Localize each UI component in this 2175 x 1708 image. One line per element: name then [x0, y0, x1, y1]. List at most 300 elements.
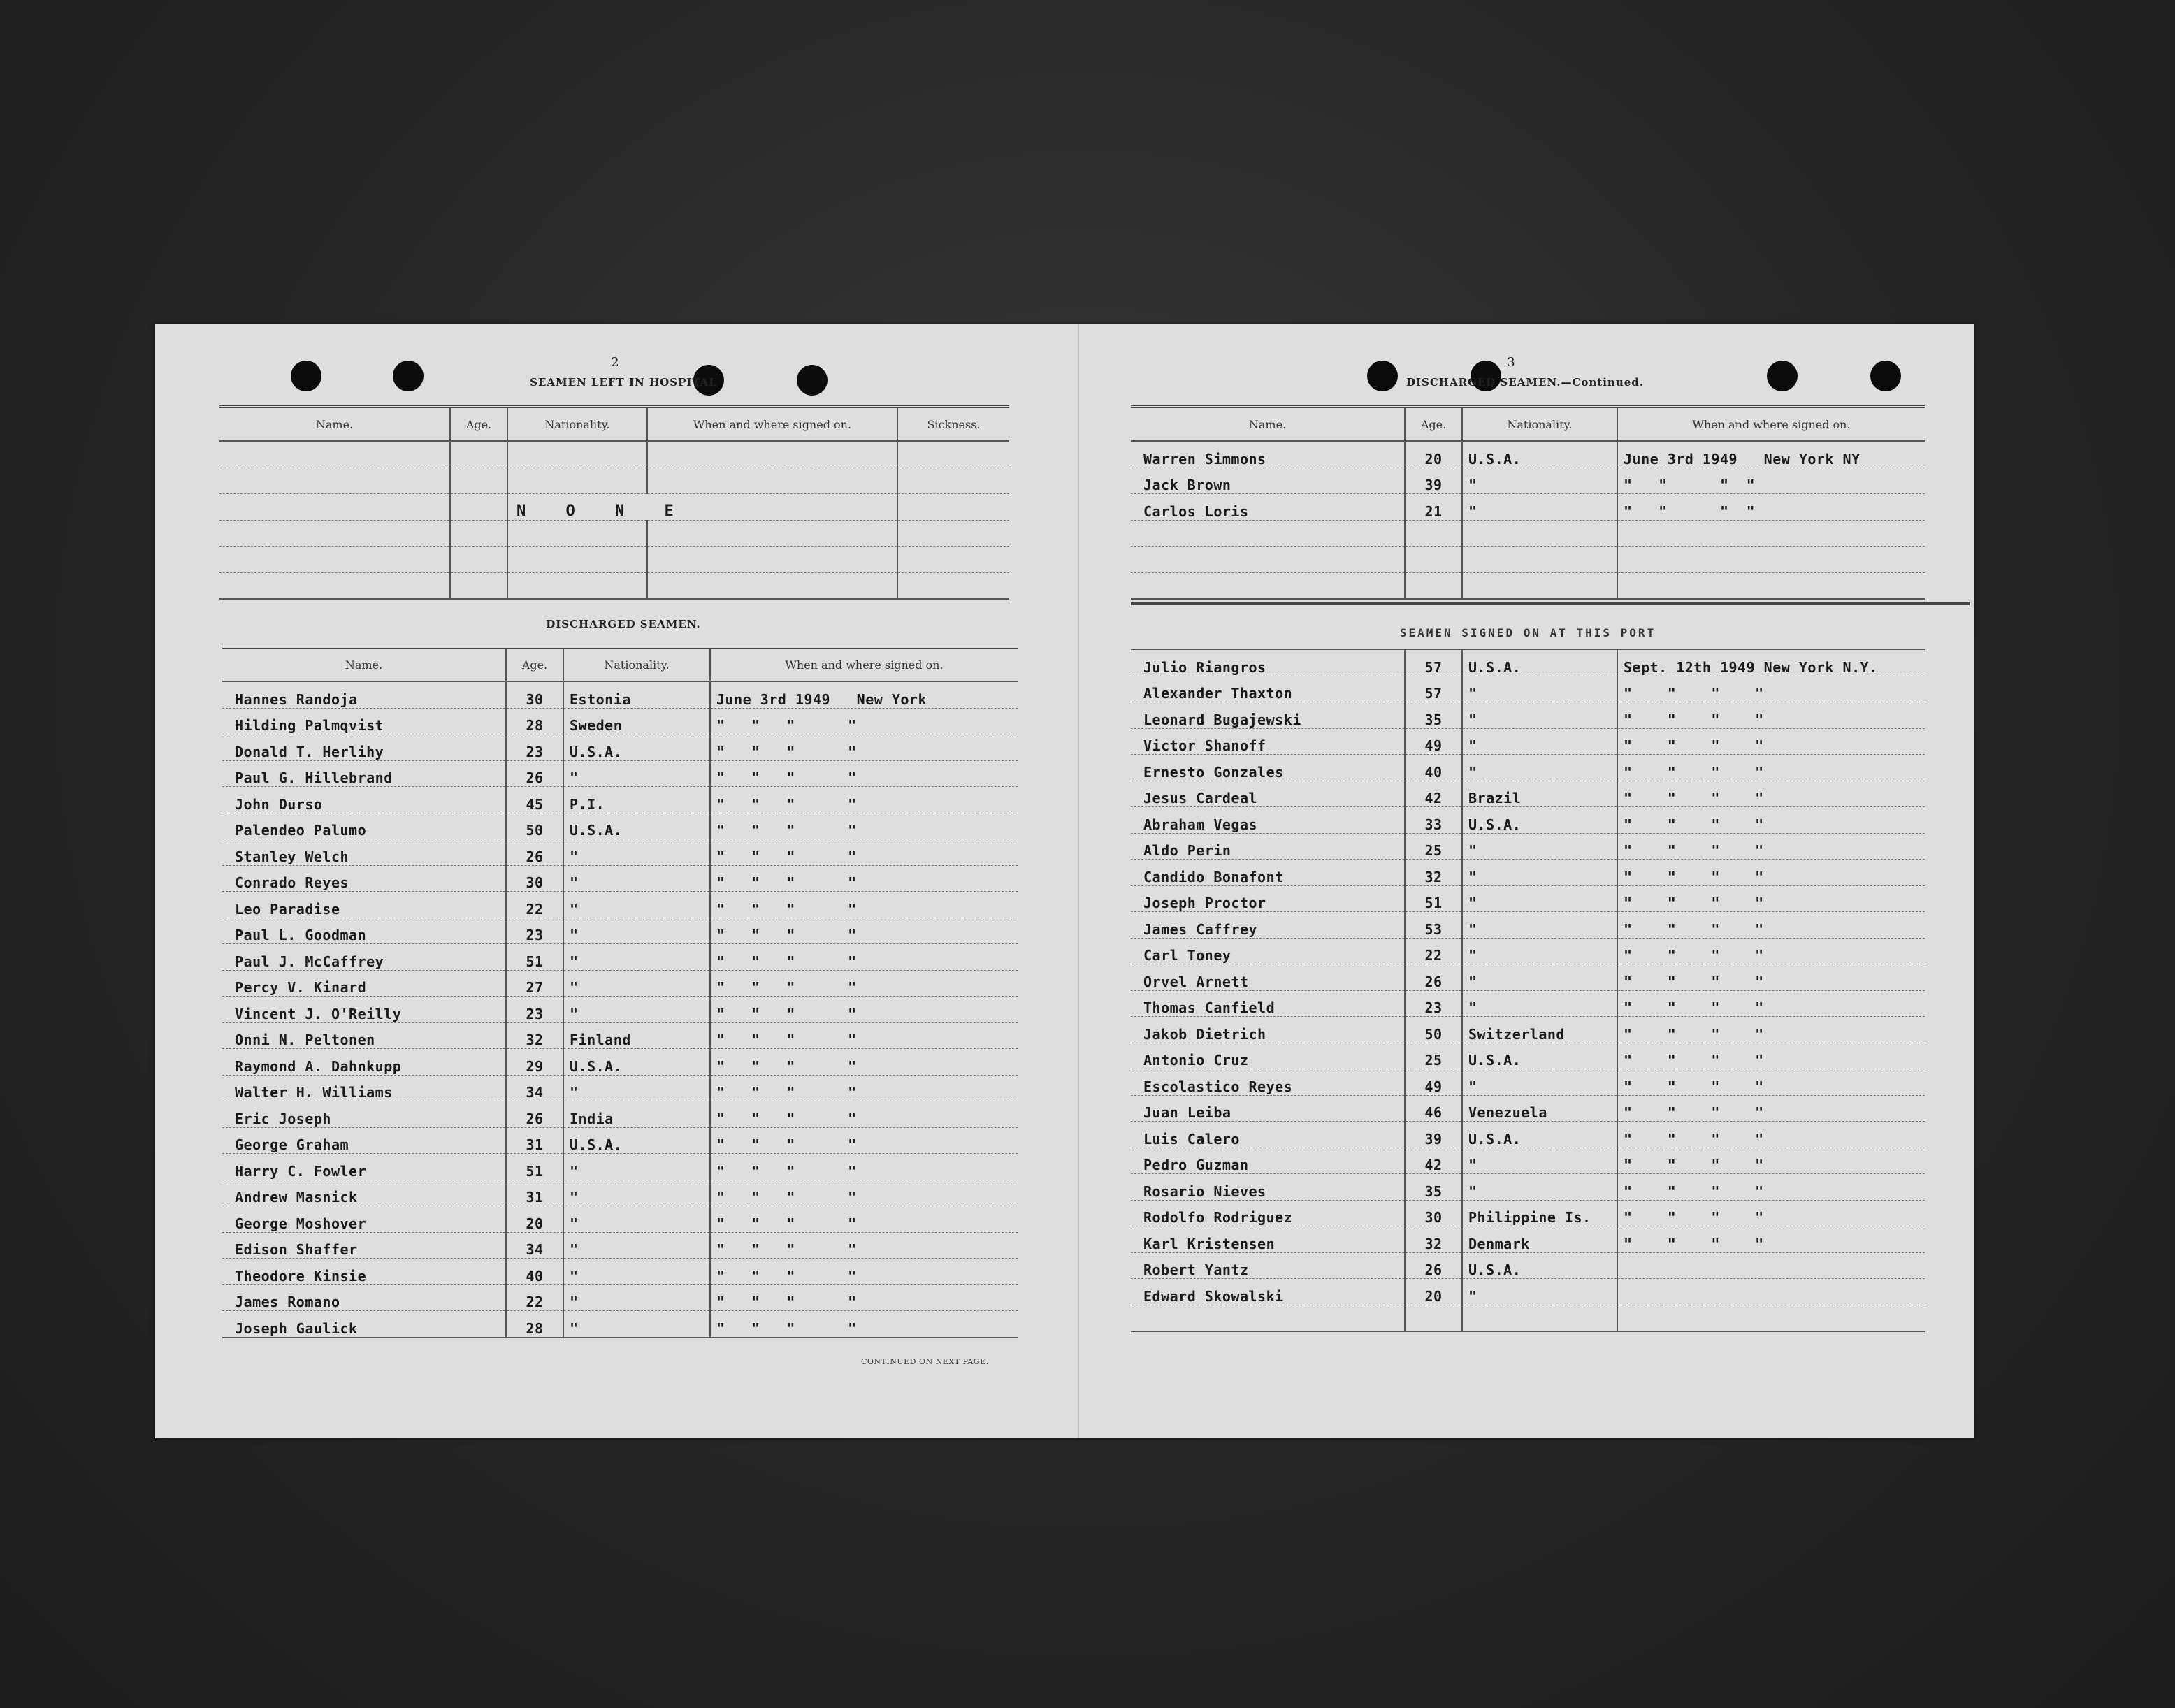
page-number-right: 3: [1507, 355, 1515, 370]
cell-nationality: U.S.A.: [563, 813, 710, 839]
cell-age: 26: [506, 839, 563, 866]
discharged-section-title: DISCHARGED SEAMEN.: [546, 618, 701, 630]
cell-age: 42: [1405, 1148, 1462, 1174]
punch-hole: [797, 365, 828, 396]
table-row: [222, 1101, 1018, 1128]
table-row: [222, 839, 1018, 866]
cell-signed-on: " " " ": [710, 1127, 1018, 1154]
cell-age: 34: [506, 1075, 563, 1101]
cell-signed-on: " " " ": [1617, 860, 1925, 886]
punch-hole: [393, 361, 424, 391]
cell-nationality: ": [1462, 912, 1617, 939]
cell-name: Alexander Thaxton: [1131, 676, 1405, 702]
cell-name: Karl Kristensen: [1131, 1226, 1405, 1253]
table-row: [219, 572, 1009, 599]
cell-age: 22: [1405, 938, 1462, 964]
cell-age: 45: [506, 787, 563, 813]
cell-name: Rodolfo Rodriguez: [1131, 1200, 1405, 1226]
cell-name: Andrew Masnick: [222, 1180, 506, 1206]
none-entry: N O N E: [516, 502, 689, 520]
table-row-empty: [1131, 520, 1925, 547]
table-row: [222, 813, 1018, 839]
table-row: [1131, 938, 1925, 964]
cell-age: 26: [1405, 964, 1462, 991]
cell-name: Juan Leiba: [1131, 1095, 1405, 1122]
cell-signed-on: " " " ": [710, 1259, 1018, 1285]
cell-signed-on: " " " ": [1617, 755, 1925, 781]
column-header: Name.: [1131, 407, 1405, 441]
cell-nationality: ": [1462, 964, 1617, 991]
cell-name: Jakob Dietrich: [1131, 1017, 1405, 1043]
cell-nationality: ": [1462, 860, 1617, 886]
cell-age: 23: [506, 997, 563, 1023]
cell-nationality: Denmark: [1462, 1226, 1617, 1253]
cell-nationality: ": [1462, 494, 1617, 521]
cell-name: Escolastico Reyes: [1131, 1069, 1405, 1096]
column-header: When and where signed on.: [1617, 407, 1925, 441]
table-row: [1131, 1122, 1925, 1148]
cell-age: 50: [506, 813, 563, 839]
cell-signed-on: " " " ": [710, 760, 1018, 787]
signed-on-title: SEAMEN SIGNED ON AT THIS PORT: [1131, 616, 1925, 649]
table-row: [1131, 964, 1925, 991]
cell-nationality: ": [1462, 990, 1617, 1017]
cell-age: 35: [1405, 1174, 1462, 1201]
cell-nationality: ": [563, 944, 710, 971]
cell-age: 23: [506, 918, 563, 944]
table-row-empty: [1131, 547, 1925, 573]
cell-name: Aldo Perin: [1131, 833, 1405, 860]
cell-nationality: Switzerland: [1462, 1017, 1617, 1043]
table-row: [1131, 1174, 1925, 1201]
cell-age: 57: [1405, 649, 1462, 676]
cell-name: Victor Shanoff: [1131, 728, 1405, 755]
cell-signed-on: " " " ": [710, 1154, 1018, 1180]
cell-name: Palendeo Palumo: [222, 813, 506, 839]
cell-name: Percy V. Kinard: [222, 970, 506, 997]
column-header: Sickness.: [897, 407, 1009, 441]
table-row: [222, 1311, 1018, 1338]
cell-nationality: U.S.A.: [563, 1127, 710, 1154]
cell-age: 30: [506, 681, 563, 708]
cell-nationality: ": [1462, 676, 1617, 702]
cell-signed-on: " " " ": [1617, 781, 1925, 807]
cell-age: 53: [1405, 912, 1462, 939]
continued-note: CONTINUED ON NEXT PAGE.: [861, 1357, 989, 1366]
cell-signed-on: " " " ": [1617, 912, 1925, 939]
document-sheet: [155, 324, 1974, 1438]
table-row-empty: [1131, 572, 1925, 599]
table-row: [222, 1049, 1018, 1076]
cell-name: Harry C. Fowler: [222, 1154, 506, 1180]
table-row: [222, 1206, 1018, 1233]
column-header: Nationality.: [507, 407, 647, 441]
discharged-table: [222, 646, 1018, 1338]
cell-nationality: Estonia: [563, 681, 710, 708]
cell-name: Candido Bonafont: [1131, 860, 1405, 886]
column-header: Nationality.: [563, 647, 710, 681]
table-row: [222, 708, 1018, 734]
cell-name: Hannes Randoja: [222, 681, 506, 708]
cell-name: Joseph Proctor: [1131, 885, 1405, 912]
punch-hole: [291, 361, 321, 391]
table-row: [222, 1022, 1018, 1049]
cell-age: 20: [1405, 441, 1462, 468]
table-row: [1131, 468, 1925, 494]
cell-signed-on: " " " ": [1617, 1017, 1925, 1043]
cell-signed-on: " " " ": [1617, 468, 1925, 494]
cell-age: 32: [1405, 860, 1462, 886]
cell-nationality: Venezuela: [1462, 1095, 1617, 1122]
cell-age: 22: [506, 1284, 563, 1311]
cell-nationality: Finland: [563, 1022, 710, 1049]
cell-signed-on: " " " ": [710, 865, 1018, 892]
cell-nationality: ": [1462, 468, 1617, 494]
cell-signed-on: " " " ": [710, 944, 1018, 971]
cell-signed-on: " " " ": [1617, 1122, 1925, 1148]
cell-name: George Graham: [222, 1127, 506, 1154]
cell-age: 35: [1405, 702, 1462, 729]
punch-hole: [1767, 361, 1798, 391]
table-row: [1131, 1069, 1925, 1096]
cell-name: Vincent J. O'Reilly: [222, 997, 506, 1023]
cell-nationality: ": [1462, 833, 1617, 860]
table-row: [222, 1127, 1018, 1154]
table-row: [219, 520, 1009, 547]
cell-signed-on: " " " ": [1617, 885, 1925, 912]
cell-signed-on: " " " ": [710, 997, 1018, 1023]
cell-nationality: India: [563, 1101, 710, 1128]
cell-age: 34: [506, 1232, 563, 1259]
cell-name: Paul L. Goodman: [222, 918, 506, 944]
cell-signed-on: [1617, 1279, 1925, 1305]
cell-name: Ernesto Gonzales: [1131, 755, 1405, 781]
table-row: [222, 865, 1018, 892]
table-row: [222, 1075, 1018, 1101]
cell-name: Antonio Cruz: [1131, 1043, 1405, 1069]
table-row: [222, 944, 1018, 971]
table-row-empty: [1131, 1305, 1925, 1331]
cell-name: Luis Calero: [1131, 1122, 1405, 1148]
hospital-table: [219, 405, 1009, 600]
cell-signed-on: " " " ": [1617, 702, 1925, 729]
column-header: Name.: [222, 647, 506, 681]
cell-name: Walter H. Williams: [222, 1075, 506, 1101]
cell-signed-on: " " " ": [1617, 964, 1925, 991]
cell-name: Carl Toney: [1131, 938, 1405, 964]
table-row: [222, 760, 1018, 787]
table-row: [222, 787, 1018, 813]
cell-name: Joseph Gaulick: [222, 1311, 506, 1338]
table-row: [222, 1154, 1018, 1180]
cell-name: Jesus Cardeal: [1131, 781, 1405, 807]
page-number-left: 2: [611, 355, 619, 370]
cell-name: Paul J. McCaffrey: [222, 944, 506, 971]
column-header: Nationality.: [1462, 407, 1617, 441]
cell-nationality: ": [1462, 728, 1617, 755]
column-header: Age.: [506, 647, 563, 681]
cell-signed-on: " " " ": [710, 1022, 1018, 1049]
discharged-continued-title: DISCHARGED SEAMEN.—Continued.: [1406, 376, 1644, 389]
cell-nationality: U.S.A.: [1462, 1122, 1617, 1148]
table-row: [1131, 441, 1925, 468]
cell-signed-on: " " " ": [710, 892, 1018, 918]
table-row: [1131, 807, 1925, 834]
cell-nationality: ": [563, 970, 710, 997]
cell-nationality: ": [563, 865, 710, 892]
cell-name: Edison Shaffer: [222, 1232, 506, 1259]
cell-nationality: ": [1462, 938, 1617, 964]
cell-name: Orvel Arnett: [1131, 964, 1405, 991]
cell-signed-on: " " " ": [710, 970, 1018, 997]
cell-signed-on: " " " ": [710, 1180, 1018, 1206]
cell-nationality: ": [1462, 755, 1617, 781]
cell-age: 57: [1405, 676, 1462, 702]
table-row: [1131, 1095, 1925, 1122]
column-header: Age.: [1405, 407, 1462, 441]
hospital-section-title: SEAMEN LEFT IN HOSPITAL: [530, 376, 717, 389]
signed-on-header: [1131, 616, 1925, 649]
cell-age: 33: [1405, 807, 1462, 834]
cell-nationality: U.S.A.: [1462, 807, 1617, 834]
cell-name: Stanley Welch: [222, 839, 506, 866]
cell-age: 46: [1405, 1095, 1462, 1122]
cell-nationality: P.I.: [563, 787, 710, 813]
cell-age: 49: [1405, 728, 1462, 755]
cell-nationality: ": [563, 918, 710, 944]
cell-age: 27: [506, 970, 563, 997]
cell-age: 40: [1405, 755, 1462, 781]
table-row: [1131, 833, 1925, 860]
cell-age: 26: [1405, 1252, 1462, 1279]
cell-name: Raymond A. Dahnkupp: [222, 1049, 506, 1076]
cell-nationality: U.S.A.: [563, 734, 710, 761]
cell-age: 32: [1405, 1226, 1462, 1253]
table-row: [1131, 860, 1925, 886]
cell-age: 25: [1405, 833, 1462, 860]
cell-nationality: U.S.A.: [1462, 1252, 1617, 1279]
cell-age: 30: [506, 865, 563, 892]
cell-nationality: Philippine Is.: [1462, 1200, 1617, 1226]
table-row: [1131, 755, 1925, 781]
cell-signed-on: " " " ": [710, 1311, 1018, 1338]
cell-age: 32: [506, 1022, 563, 1049]
cell-nationality: ": [1462, 1148, 1617, 1174]
cell-name: George Moshover: [222, 1206, 506, 1233]
column-header: Age.: [450, 407, 507, 441]
cell-signed-on: [1617, 1252, 1925, 1279]
cell-signed-on: " " " ": [1617, 676, 1925, 702]
cell-signed-on: " " " ": [1617, 1200, 1925, 1226]
hospital-table-header: [219, 407, 1009, 441]
cell-age: 20: [1405, 1279, 1462, 1305]
cell-signed-on: " " " ": [710, 708, 1018, 734]
cell-nationality: ": [1462, 1174, 1617, 1201]
cell-signed-on: " " " ": [710, 1284, 1018, 1311]
cell-signed-on: " " " ": [710, 1101, 1018, 1128]
table-row: [1131, 649, 1925, 676]
cell-signed-on: June 3rd 1949 New York NY: [1617, 441, 1925, 468]
cell-signed-on: " " " ": [710, 787, 1018, 813]
table-row: [1131, 494, 1925, 521]
cell-nationality: ": [563, 760, 710, 787]
cell-nationality: Brazil: [1462, 781, 1617, 807]
cell-name: Eric Joseph: [222, 1101, 506, 1128]
cell-age: 51: [506, 1154, 563, 1180]
cell-signed-on: June 3rd 1949 New York: [710, 681, 1018, 708]
table-row: [1131, 885, 1925, 912]
cell-nationality: ": [563, 1284, 710, 1311]
cell-name: Hilding Palmqvist: [222, 708, 506, 734]
cell-nationality: ": [563, 1206, 710, 1233]
cell-nationality: ": [563, 892, 710, 918]
cell-name: Warren Simmons: [1131, 441, 1405, 468]
table-row: [1131, 781, 1925, 807]
table-row: [222, 918, 1018, 944]
table-row: [1131, 1279, 1925, 1305]
cell-name: Pedro Guzman: [1131, 1148, 1405, 1174]
cell-nationality: U.S.A.: [1462, 649, 1617, 676]
cell-signed-on: " " " ": [710, 839, 1018, 866]
cell-nationality: U.S.A.: [1462, 1043, 1617, 1069]
cell-name: Abraham Vegas: [1131, 807, 1405, 834]
cell-name: Robert Yantz: [1131, 1252, 1405, 1279]
table-row: [1131, 1252, 1925, 1279]
table-row: [1131, 1017, 1925, 1043]
cell-signed-on: " " " ": [1617, 1069, 1925, 1096]
table-row: [219, 441, 1009, 468]
column-header: When and where signed on.: [710, 647, 1018, 681]
cell-signed-on: " " " ": [1617, 494, 1925, 521]
discharged-continued-header: [1131, 407, 1925, 441]
table-row: [219, 494, 1009, 521]
discharged-continued-table: [1131, 405, 1925, 600]
cell-name: Jack Brown: [1131, 468, 1405, 494]
discharged-table-header: [222, 647, 1018, 681]
cell-name: Thomas Canfield: [1131, 990, 1405, 1017]
punch-hole: [1870, 361, 1901, 391]
table-row: [1131, 1148, 1925, 1174]
cell-nationality: ": [563, 1154, 710, 1180]
cell-age: 31: [506, 1180, 563, 1206]
cell-signed-on: " " " ": [1617, 1174, 1925, 1201]
cell-name: James Romano: [222, 1284, 506, 1311]
table-row: [1131, 1200, 1925, 1226]
cell-nationality: Sweden: [563, 708, 710, 734]
table-row: [1131, 702, 1925, 729]
cell-age: 25: [1405, 1043, 1462, 1069]
cell-age: 49: [1405, 1069, 1462, 1096]
cell-nationality: U.S.A.: [563, 1049, 710, 1076]
cell-nationality: ": [563, 1180, 710, 1206]
cell-signed-on: " " " ": [710, 1232, 1018, 1259]
cell-age: 39: [1405, 1122, 1462, 1148]
table-row: [1131, 676, 1925, 702]
cell-name: John Durso: [222, 787, 506, 813]
cell-age: 51: [1405, 885, 1462, 912]
cell-nationality: ": [1462, 1069, 1617, 1096]
cell-age: 39: [1405, 468, 1462, 494]
cell-age: 30: [1405, 1200, 1462, 1226]
cell-nationality: U.S.A.: [1462, 441, 1617, 468]
cell-signed-on: " " " ": [1617, 1043, 1925, 1069]
cell-age: 28: [506, 1311, 563, 1338]
cell-nationality: ": [1462, 1279, 1617, 1305]
cell-signed-on: " " " ": [1617, 728, 1925, 755]
cell-signed-on: " " " ": [710, 813, 1018, 839]
section-divider: [1131, 602, 1970, 605]
cell-age: 23: [1405, 990, 1462, 1017]
cell-nationality: ": [563, 839, 710, 866]
cell-age: 28: [506, 708, 563, 734]
table-row: [222, 1259, 1018, 1285]
signed-on-table: [1131, 616, 1925, 1332]
table-row: [219, 547, 1009, 573]
table-row: [222, 892, 1018, 918]
cell-age: 50: [1405, 1017, 1462, 1043]
cell-name: Paul G. Hillebrand: [222, 760, 506, 787]
cell-signed-on: " " " ": [1617, 1226, 1925, 1253]
cell-nationality: ": [563, 1232, 710, 1259]
cell-signed-on: " " " ": [710, 734, 1018, 761]
cell-nationality: ": [1462, 885, 1617, 912]
table-row: [1131, 1043, 1925, 1069]
cell-age: 40: [506, 1259, 563, 1285]
table-row: [222, 1232, 1018, 1259]
cell-name: Leonard Bugajewski: [1131, 702, 1405, 729]
cell-signed-on: " " " ": [710, 918, 1018, 944]
cell-name: Donald T. Herlihy: [222, 734, 506, 761]
cell-signed-on: " " " ": [710, 1206, 1018, 1233]
table-row: [222, 970, 1018, 997]
table-row: [1131, 1226, 1925, 1253]
cell-name: Carlos Loris: [1131, 494, 1405, 521]
cell-age: 51: [506, 944, 563, 971]
cell-age: 23: [506, 734, 563, 761]
table-row: [222, 734, 1018, 761]
cell-name: James Caffrey: [1131, 912, 1405, 939]
column-header: Name.: [219, 407, 450, 441]
cell-age: 20: [506, 1206, 563, 1233]
cell-age: 29: [506, 1049, 563, 1076]
cell-signed-on: " " " ": [1617, 807, 1925, 834]
table-row: [1131, 912, 1925, 939]
table-row: [1131, 990, 1925, 1017]
cell-nationality: ": [1462, 702, 1617, 729]
cell-signed-on: " " " ": [1617, 938, 1925, 964]
table-row: [219, 468, 1009, 494]
cell-name: Edward Skowalski: [1131, 1279, 1405, 1305]
cell-signed-on: " " " ": [1617, 990, 1925, 1017]
cell-age: 42: [1405, 781, 1462, 807]
cell-nationality: ": [563, 1075, 710, 1101]
cell-nationality: ": [563, 1259, 710, 1285]
table-row: [222, 1180, 1018, 1206]
cell-name: Onni N. Peltonen: [222, 1022, 506, 1049]
cell-nationality: ": [563, 997, 710, 1023]
cell-name: Rosario Nieves: [1131, 1174, 1405, 1201]
cell-age: 31: [506, 1127, 563, 1154]
cell-age: 22: [506, 892, 563, 918]
cell-name: Theodore Kinsie: [222, 1259, 506, 1285]
cell-signed-on: " " " ": [710, 1049, 1018, 1076]
cell-age: 26: [506, 1101, 563, 1128]
cell-signed-on: " " " ": [710, 1075, 1018, 1101]
page-fold: [1078, 324, 1079, 1438]
cell-age: 26: [506, 760, 563, 787]
cell-signed-on: " " " ": [1617, 833, 1925, 860]
table-row: [222, 997, 1018, 1023]
